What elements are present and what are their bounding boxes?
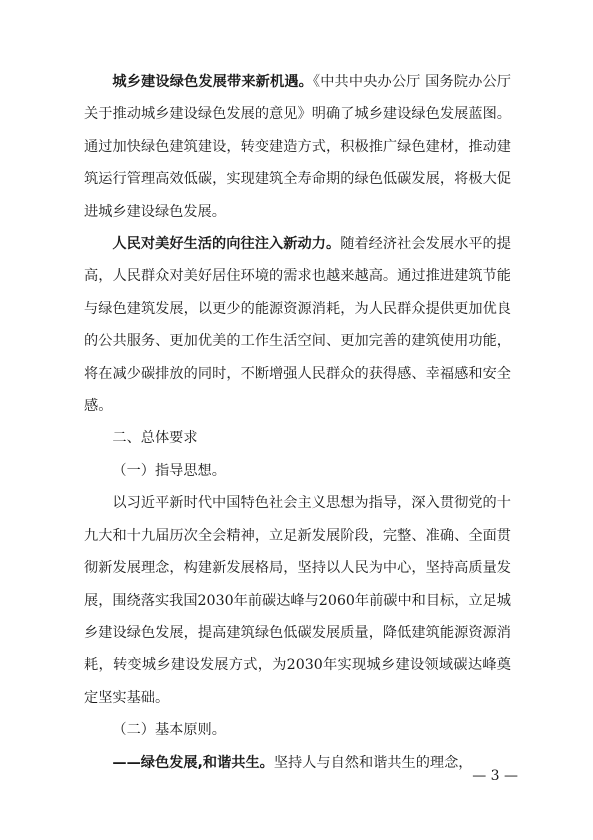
paragraph-guiding-ideology: 以习近平新时代中国特色社会主义思想为指导，深入贯彻党的十九大和十九届历次全会精神，立足新发展阶段，完整、准确、全面贯彻新发展理念，构建新发展格局，坚持以人民为中心，坚持高质量发展，围绕落实我国2030年前碳达峰与2060年前碳中和目标，立足城乡建设绿色发展，提高建筑绿色低碳发展质量，降低建筑能源资源消耗，转变城乡建设发展方式，为2030年实现城乡建设领域碳达峰奠定坚实基础。 [84,495,511,706]
paragraph-better-life-aspiration [84,228,511,422]
paragraph-text: 随着经济社会发展水平的提高，人民群众对美好居住环境的需求也越来越高。通过推进建筑节能与绿色建筑发展，以更少的能源资源消耗，为人民群众提供更加优良的公共服务、更加优美的工作生活空间、更加完善的建筑使用功能，将在减少碳排放的同时，不断增强人民群众的获得感、幸福感和安全感。 [84,236,511,415]
document-body [84,66,511,779]
page-number: — 3 — [472,768,518,784]
paragraph-lead: 人民对美好生活的向往注入新动力。 [112,236,341,253]
section-heading-general-requirements: 二、总体要求 [112,430,198,447]
paragraph-harmonious-coexistence [84,747,511,779]
paragraph-text: 《中共中央办公厅 国务院办公厅关于推动城乡建设绿色发展的意见》明确了城乡建设绿色发展蓝图。通过加快绿色建筑建设，转变建造方式，积极推广绿色建材，推动建筑运行管理高效低碳，实现建筑全寿命期的绿色低碳发展，将极大促进城乡建设绿色发展。 [84,74,511,220]
paragraph-text: 坚持人与自然和谐共生的理念， [273,754,473,771]
subsection-heading-guiding-ideology: （一）指导思想。 [112,462,226,479]
paragraph-lead: ——绿色发展,和谐共生。 [112,754,274,771]
paragraph-lead: 城乡建设绿色发展带来新机遇。 [112,74,313,90]
paragraph-green-development-opportunity [84,66,511,228]
subsection-heading-basic-principles: （二）基本原则。 [112,722,226,739]
